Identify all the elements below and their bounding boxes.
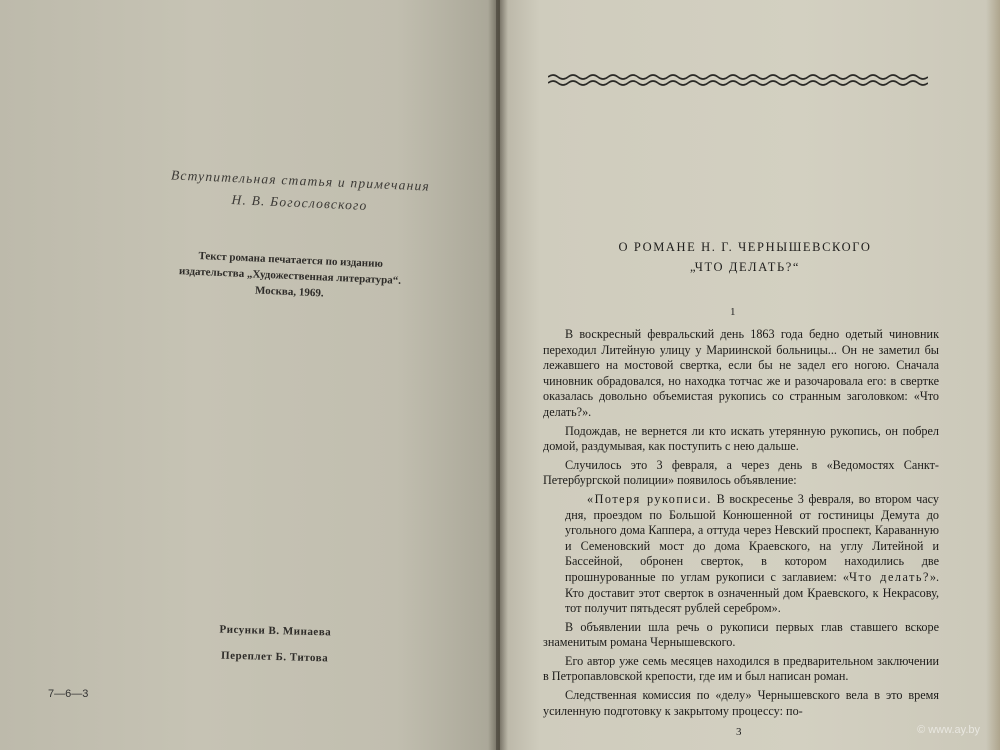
quote-lead: «Потеря рукописи. — [587, 491, 712, 506]
title-line-1: О РОМАНЕ Н. Г. ЧЕРНЫШЕВСКОГО — [618, 240, 872, 254]
title-line-2: „ЧТО ДЕЛАТЬ?“ — [689, 260, 801, 274]
paragraph: В объявлении шла речь о рукописи первых глав ставшего вскоре знаменитым романа Чернышевского. — [543, 619, 939, 650]
page-edge — [986, 0, 1000, 750]
binding-credit: Переплет Б. Титова — [220, 649, 329, 665]
quote-tail: ». Кто доставит этот сверток в означенный дом Краевского, к Некрасову, тот получит пятьдесят рублей серебром». — [565, 569, 939, 616]
paragraph: Случилось это 3 февраля, а через день в «Ведомостях Санкт-Петербургской полиции» появилось объявление: — [543, 457, 939, 488]
page-number: 3 — [736, 726, 742, 738]
note-line-3: Москва, 1969. — [254, 284, 324, 300]
quote-body: В воскресенье 3 февраля, во втором часу дня, проездом по Большой Конюшенной от гостиницы Демута до угольного дома Каппера, а оттуда через Невский проспект, Караванную и Семеновский мост до дома Краевского, на углу Литейной и Бассейной, обронен сверток, в котором находились две прошнурованные по углам рукописи с заглавием: « — [565, 491, 939, 584]
wave-ornament — [548, 72, 928, 88]
quote-title: Что делать? — [849, 569, 930, 584]
paragraph: В воскресный февральский день 1863 года бедно одетый чиновник переходил Литейную улицу у Мариинской больницы... Он не заметил бы лежавшего на мостовой свертка, если бы не задел его ногою. Сначала чиновник обрадовался, но находка тотчас же и разочаровала его: в свертке оказалась довольно объемистая рукопись со странным заголовком: «Что делать?». — [543, 327, 939, 419]
paragraph: Подождав, не вернется ли кто искать утерянную рукопись, он побрел домой, раздумывая, как поступить с нею дальше. — [543, 423, 939, 454]
paragraph: Его автор уже семь месяцев находился в предварительном заключении в Петропавловской крепости, где им и был написан роман. — [543, 653, 939, 684]
chapter-title — [545, 237, 945, 277]
quoted-announcement — [565, 492, 939, 617]
section-number: 1 — [730, 306, 736, 318]
credit-line-1: Вступительная статья и примечания — [170, 167, 431, 194]
body-text — [543, 327, 939, 722]
watermark: © www.ay.by — [917, 724, 980, 736]
paragraph: Следственная комиссия по «делу» Чернышевского вела в это время усиленную подготовку к закрытому процессу: по- — [543, 688, 939, 718]
note-line-1: Текст романа печатается по изданию — [198, 249, 384, 271]
book-gutter — [488, 0, 508, 750]
print-code: 7—6—3 — [48, 688, 89, 700]
credit-line-2: Н. В. Богословского — [231, 192, 368, 213]
note-line-2: издательства „Художественная литература“. — [178, 265, 402, 287]
illustrations-credit: Рисунки В. Минаева — [219, 623, 332, 639]
artist-credits — [184, 616, 365, 673]
